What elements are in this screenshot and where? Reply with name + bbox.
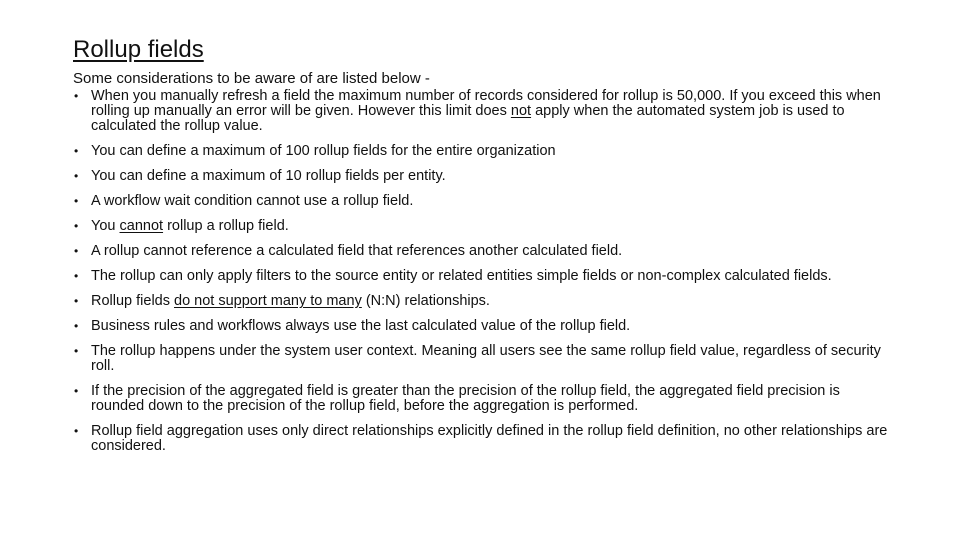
slide-content bbox=[73, 36, 893, 464]
list-item-entity-limit: • You can define a maximum of 10 rollup fields per entity. bbox=[73, 169, 893, 184]
list-item-org-limit: • You can define a maximum of 100 rollup fields for the entire organization bbox=[73, 144, 893, 159]
list-item-direct-relationships: • Rollup field aggregation uses only direct relationships explicitly defined in the rollup field definition, no other relationships are considered. bbox=[73, 424, 893, 454]
record-limit-value: 50,000 bbox=[676, 88, 722, 104]
list-item-precision: • If the precision of the aggregated field is greater than the precision of the rollup field, the aggregated field precision is rounded down to the precision of the rollup field, before the aggregation is performed. bbox=[73, 384, 893, 414]
org-limit-value: 100 bbox=[285, 143, 310, 159]
intro-text: Some considerations to be aware of are listed below - bbox=[73, 70, 430, 87]
list-item-filters: • The rollup can only apply filters to the source entity or related entities simple fields or non-complex calculated fields. bbox=[73, 269, 893, 284]
list-item-nn-relationships: • Rollup fields do not support many to many (N:N) relationships. bbox=[73, 294, 893, 309]
list-item-business-rules: • Business rules and workflows always use the last calculated value of the rollup field. bbox=[73, 319, 893, 334]
list-item-no-nested-rollup: • You cannot rollup a rollup field. bbox=[73, 219, 893, 234]
list-item-system-context: • The rollup happens under the system user context. Meaning all users see the same rollup field value, regardless of security roll. bbox=[73, 344, 893, 374]
entity-limit-value: 10 bbox=[285, 168, 302, 184]
list-item-workflow-wait: • A workflow wait condition cannot use a rollup field. bbox=[73, 194, 893, 209]
emphasis-many-to-many: do not support many to many bbox=[174, 293, 362, 309]
list-item-refresh-limit: • When you manually refresh a field the maximum number of records considered for rollup is 50,000. If you exceed this when rolling up manually an error will be given. However this limit does not apply when the automated system job is used to calculated the rollup value. bbox=[73, 89, 893, 134]
emphasis-cannot: cannot bbox=[119, 218, 164, 234]
emphasis-not: not bbox=[510, 103, 532, 119]
considerations-list bbox=[73, 89, 893, 454]
list-item-calculated-reference: • A rollup cannot reference a calculated field that references another calculated field. bbox=[73, 244, 893, 259]
page-title: Rollup fields bbox=[73, 36, 204, 63]
